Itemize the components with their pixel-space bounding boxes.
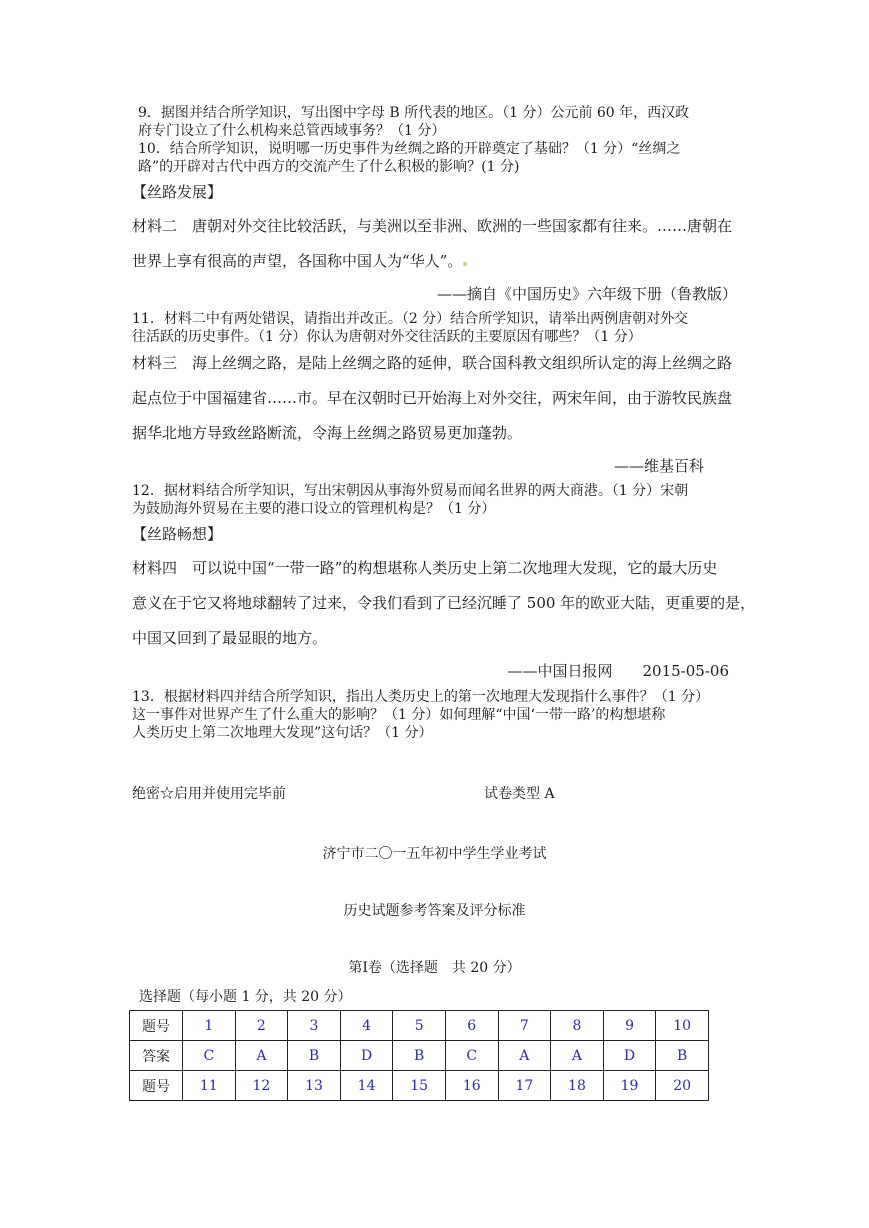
mark-dot (463, 262, 467, 266)
table-cell: 4 (340, 1011, 393, 1041)
q10-line1: 10．结合所学知识，说明哪一历史事件为丝绸之路的开辟奠定了基础？（1 分）“丝绸之 (138, 141, 681, 157)
table-cell: D (603, 1041, 656, 1071)
table-cell: 16 (445, 1071, 498, 1101)
q13-line2: 这一事件对世界产生了什么重大的影响？（1 分）如何理解“中国‘一带一路’的构想堪称 (132, 707, 666, 723)
table-cell: 5 (393, 1011, 446, 1041)
table-cell: 20 (656, 1071, 709, 1101)
q11-line2: 往活跃的历史事件。（1 分）你认为唐朝对外交往活跃的主要原因有哪些？（1 分） (132, 329, 642, 345)
table-cell: A (498, 1041, 551, 1071)
secret-label: 绝密☆启用并使用完毕前 (132, 786, 286, 802)
material3-line3: 据华北地方导致丝路断流，令海上丝绸之路贸易更加蓬勃。 (132, 424, 523, 442)
table-cell: 17 (498, 1071, 551, 1101)
table-row (130, 1041, 709, 1071)
table-cell: 14 (340, 1071, 393, 1101)
table-cell: 7 (498, 1011, 551, 1041)
table-cell: 3 (288, 1011, 341, 1041)
table-cell: 15 (393, 1071, 446, 1101)
table-cell: 10 (656, 1011, 709, 1041)
choice-note: 选择题（每小题 1 分，共 20 分） (139, 989, 352, 1005)
part-title: 第Ⅰ卷（选择题 共 20 分） (348, 960, 521, 976)
section-heading-develop: 【丝路发展】 (132, 183, 223, 201)
table-row (130, 1071, 709, 1101)
table-cell: B (656, 1041, 709, 1071)
material4-source: ——中国日报网 2015-05-06 (507, 662, 729, 680)
table-cell: 2 (235, 1011, 288, 1041)
q9-line2: 府专门设立了什么机构来总管西域事务？（1 分） (138, 123, 446, 139)
q13-line3: 人类历史上第二次地理大发现”这句话？（1 分） (132, 725, 433, 741)
q12-line2: 为鼓励海外贸易在主要的港口设立的管理机构是？（1 分） (132, 501, 496, 517)
material3-line2: 起点位于中国福建省……市。早在汉朝时已开始海上对外交往，两宋年间，由于游牧民族盘 (132, 389, 733, 407)
table-cell: B (288, 1041, 341, 1071)
table-cell: 题号 (130, 1011, 183, 1041)
section-heading-vision: 【丝路畅想】 (132, 525, 223, 543)
answer-table (129, 1010, 709, 1101)
table-cell: 6 (445, 1011, 498, 1041)
exam-title: 济宁市二〇一五年初中学生学业考试 (322, 846, 547, 862)
material2-line2-wrap (132, 252, 467, 270)
table-cell: 9 (603, 1011, 656, 1041)
table-row (130, 1011, 709, 1041)
table-cell: C (183, 1041, 236, 1071)
material4-line2: 意义在于它又将地球翻转了过来，令我们看到了已经沉睡了 500 年的欧亚大陆，更重要的是， (132, 594, 756, 612)
material2-line2: 世界上享有很高的声望，各国称中国人为“华人”。 (132, 252, 463, 270)
q12-line1: 12．据材料结合所学知识，写出宋朝因从事海外贸易而闻名世界的两大商港。（1 分）宋朝 (132, 483, 689, 499)
table-cell: 答案 (130, 1041, 183, 1071)
table-cell: B (393, 1041, 446, 1071)
table-cell: 12 (235, 1071, 288, 1101)
table-cell: C (445, 1041, 498, 1071)
table-cell: 11 (183, 1071, 236, 1101)
table-cell: 8 (551, 1011, 604, 1041)
material4-line1: 材料四 可以说中国“一带一路”的构想堪称人类历史上第二次地理大发现，它的最大历史 (132, 559, 718, 577)
table-cell: A (551, 1041, 604, 1071)
q10-line2: 路”的开辟对古代中西方的交流产生了什么积极的影响？(1 分) (138, 159, 520, 175)
material3-line1: 材料三 海上丝绸之路，是陆上丝绸之路的延伸，联合国科教文组织所认定的海上丝绸之路 (132, 354, 733, 372)
paper-type: 试卷类型 A (484, 786, 555, 802)
answer-title: 历史试题参考答案及评分标准 (343, 903, 526, 919)
table-cell: 18 (551, 1071, 604, 1101)
q13-line1: 13．根据材料四并结合所学知识，指出人类历史上的第一次地理大发现指什么事件？（1 分） (132, 689, 710, 705)
q9-line1: 9．据图并结合所学知识，写出图中字母 B 所代表的地区。（1 分）公元前 60 年，西汉政 (138, 105, 690, 121)
table-cell: D (340, 1041, 393, 1071)
material2-source: ——摘自《中国历史》六年级下册（鲁教版） (436, 285, 737, 303)
table-cell: A (235, 1041, 288, 1071)
material2-line1: 材料二 唐朝对外交往比较活跃，与美洲以至非洲、欧洲的一些国家都有往来。……唐朝在 (132, 217, 733, 235)
table-cell: 13 (288, 1071, 341, 1101)
table-cell: 19 (603, 1071, 656, 1101)
material4-line3: 中国又回到了最显眼的地方。 (132, 629, 328, 647)
q11-line1: 11．材料二中有两处错误，请指出并改正。（2 分）结合所学知识，请举出两例唐朝对外交 (132, 311, 689, 327)
table-cell: 题号 (130, 1071, 183, 1101)
table-cell: 1 (183, 1011, 236, 1041)
material3-source: ——维基百科 (613, 457, 704, 475)
